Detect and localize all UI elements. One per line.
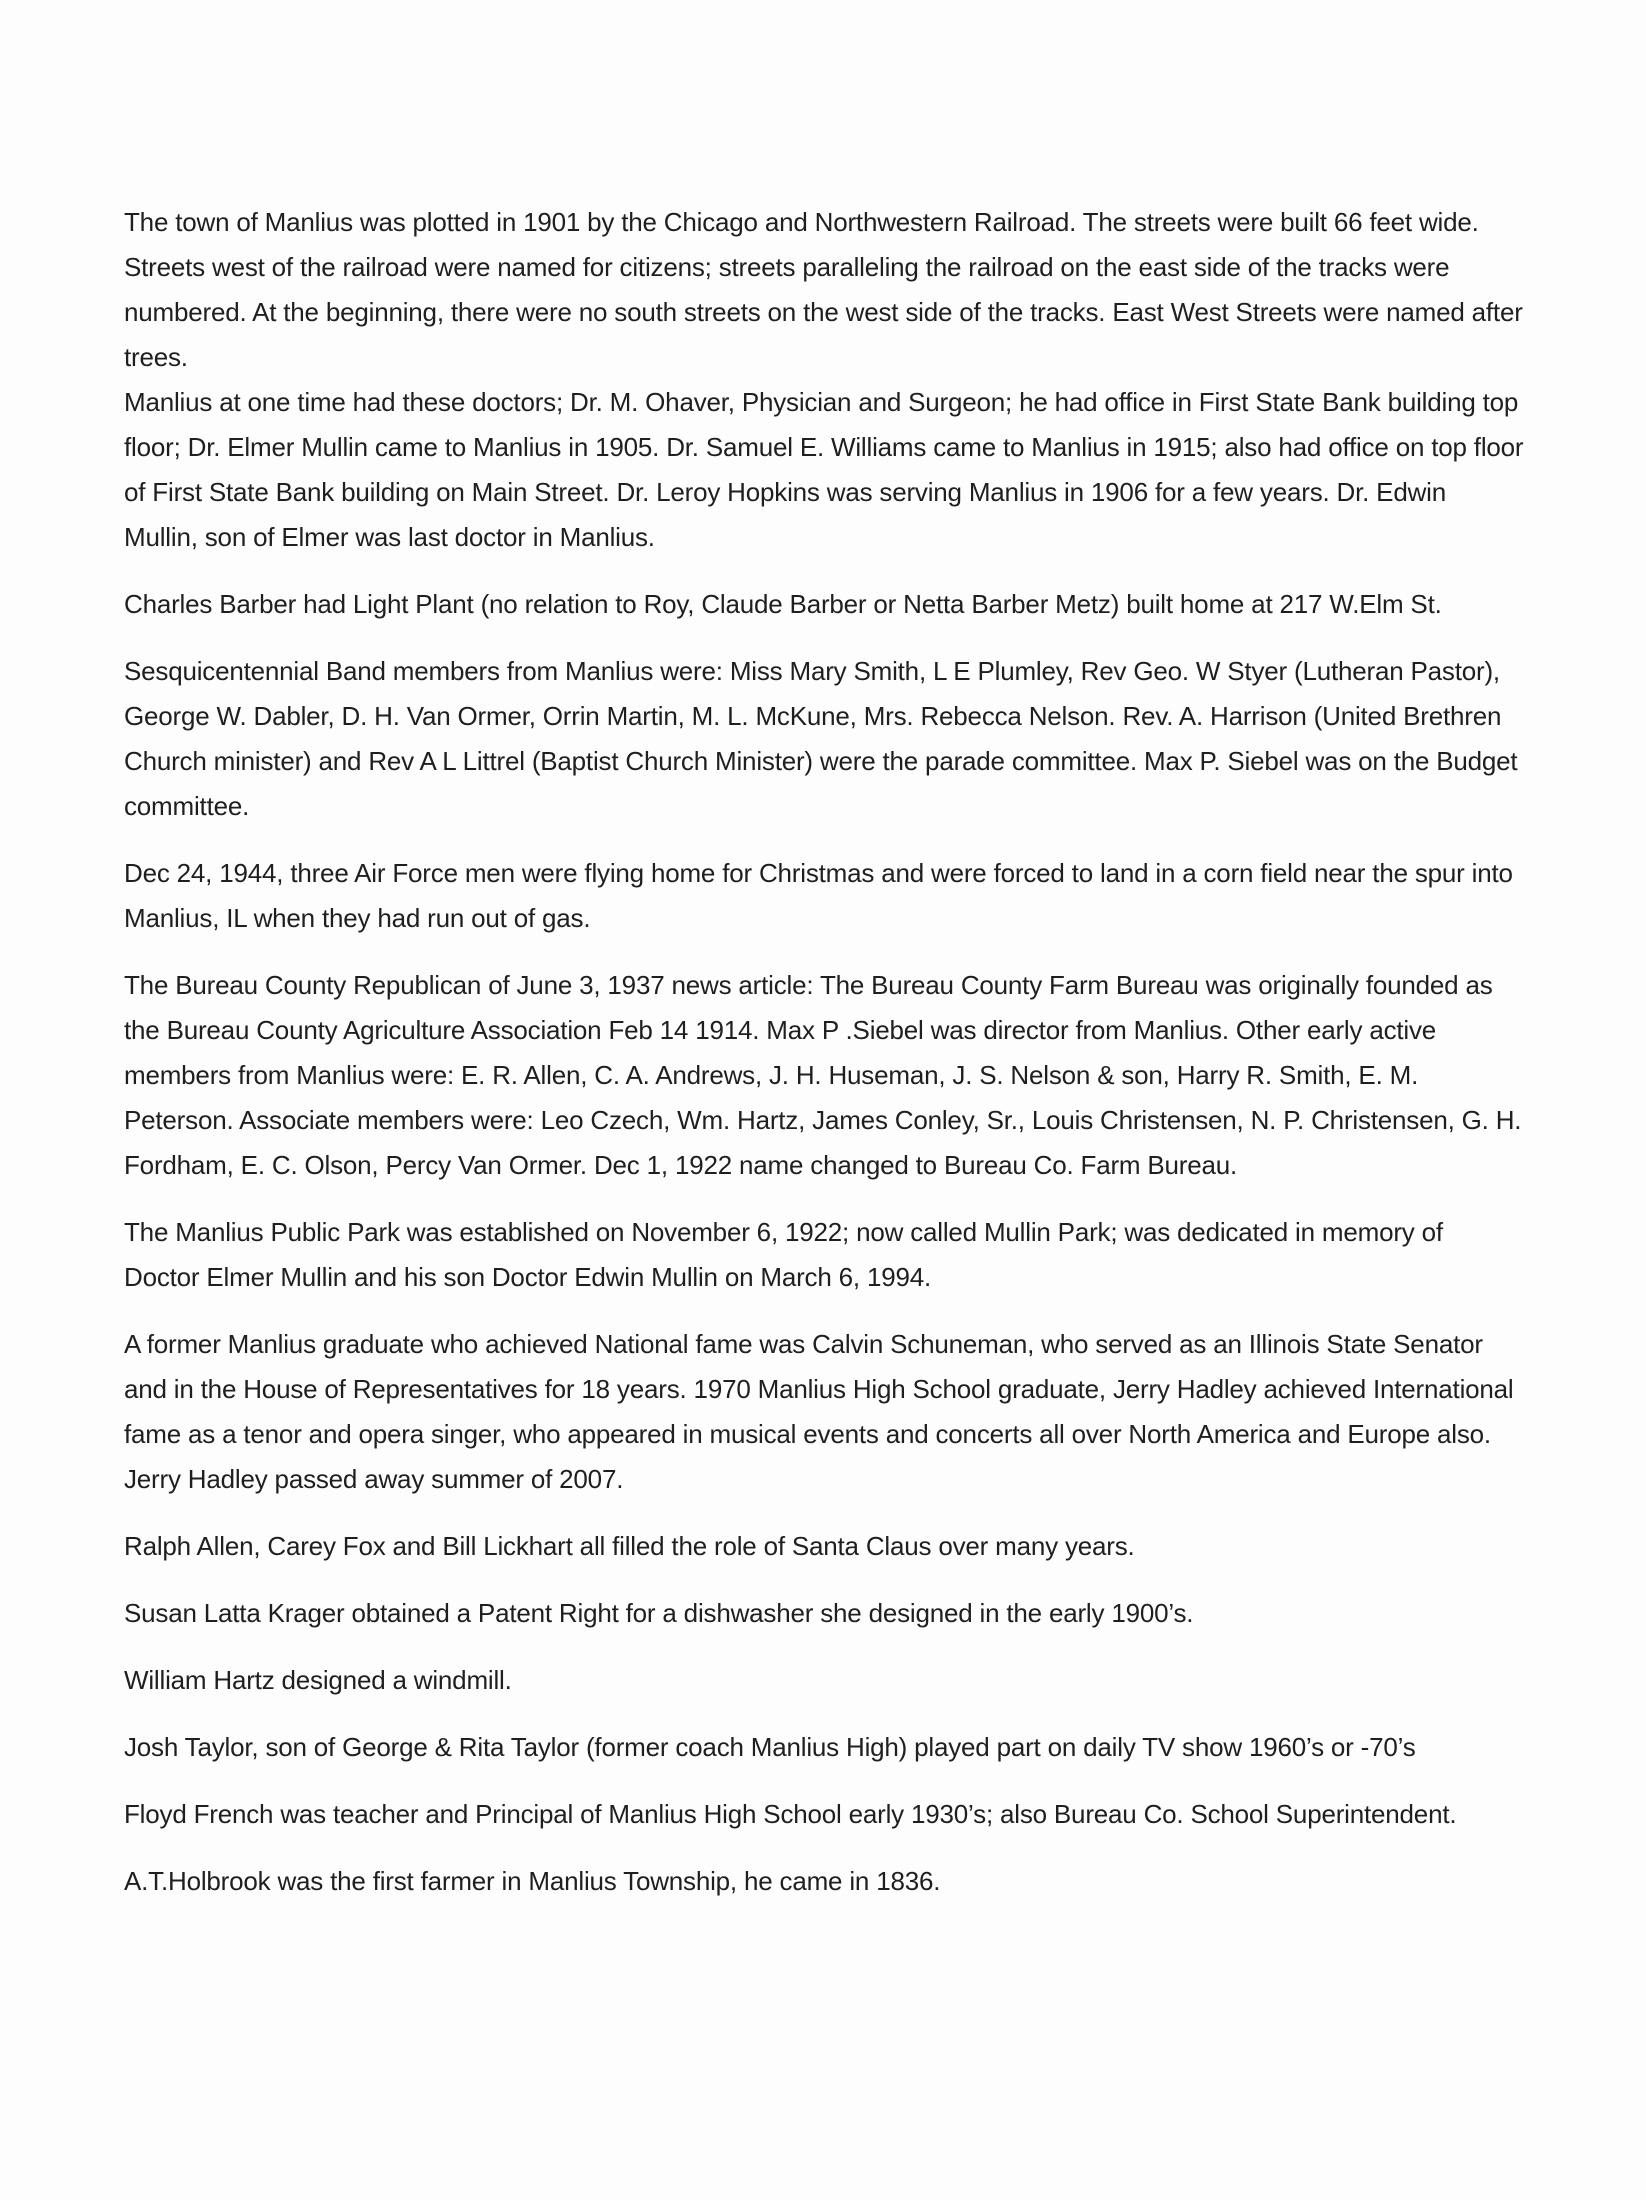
paragraph-doctors: Manlius at one time had these doctors; Dr. M. Ohaver, Physician and Surgeon; he had office in First State Bank building top floor; Dr. Elmer Mullin came to Manlius in 1905. Dr. Samuel E. Williams came to Manlius in 1915; also had office on top floor of First State Bank building on Main Street. Dr. Leroy Hopkins was serving Manlius in 1906 for a few years. Dr. Edwin Mullin, son of Elmer was last doctor in Manlius. <box>124 387 1524 552</box>
paragraph-public-park: The Manlius Public Park was established on November 6, 1922; now called Mullin Park; was dedicated in memory of Doctor Elmer Mullin and his son Doctor Edwin Mullin on March 6, 1994. <box>124 1217 1443 1292</box>
paragraph-dishwasher: Susan Latta Krager obtained a Patent Right for a dishwasher she designed in the early 1900’s. <box>124 1598 1194 1628</box>
paragraph-principal: Floyd French was teacher and Principal of Manlius High School early 1930’s; also Bureau Co. School Superintendent. <box>124 1799 1457 1829</box>
paragraph-light-plant: Charles Barber had Light Plant (no relation to Roy, Claude Barber or Netta Barber Metz) built home at 217 W.Elm St. <box>124 589 1442 619</box>
paragraph-santa-claus: Ralph Allen, Carey Fox and Bill Lickhart all filled the role of Santa Claus over many years. <box>124 1531 1135 1561</box>
document-body <box>124 200 1524 1904</box>
paragraph-national-fame: A former Manlius graduate who achieved National fame was Calvin Schuneman, who served as an Illinois State Senator and in the House of Representatives for 18 years. 1970 Manlius High School graduate, Jerry Hadley achieved International fame as a tenor and opera singer, who appeared in musical events and concerts all over North America and Europe also. Jerry Hadley passed away summer of 2007. <box>124 1329 1514 1494</box>
paragraph-first-farmer: A.T.Holbrook was the first farmer in Manlius Township, he came in 1836. <box>124 1866 941 1896</box>
paragraph-air-force: Dec 24, 1944, three Air Force men were flying home for Christmas and were forced to land in a corn field near the spur into Manlius, IL when they had run out of gas. <box>124 858 1513 933</box>
paragraph-farm-bureau: The Bureau County Republican of June 3, 1937 news article: The Bureau County Farm Bureau was originally founded as the Bureau County Agriculture Association Feb 14 1914. Max P .Siebel was director from Manlius. Other early active members from Manlius were: E. R. Allen, C. A. Andrews, J. H. Huseman, J. S. Nelson & son, Harry R. Smith, E. M. Peterson. Associate members were: Leo Czech, Wm. Hartz, James Conley, Sr., Louis Christensen, N. P. Christensen, G. H. Fordham, E. C. Olson, Percy Van Ormer. Dec 1, 1922 name changed to Bureau Co. Farm Bureau. <box>124 970 1522 1180</box>
paragraph-band-members: Sesquicentennial Band members from Manlius were: Miss Mary Smith, L E Plumley, Rev Geo. W Styer (Lutheran Pastor), George W. Dabler, D. H. Van Ormer, Orrin Martin, M. L. McKune, Mrs. Rebecca Nelson. Rev. A. Harrison (United Brethren Church minister) and Rev A L Littrel (Baptist Church Minister) were the parade committee. Max P. Siebel was on the Budget committee. <box>124 656 1518 821</box>
paragraph-street-naming: The town of Manlius was plotted in 1901 by the Chicago and Northwestern Railroad. The streets were built 66 feet wide. Streets west of the railroad were named for citizens; streets paralleling the railroad on the east side of the tracks were numbered. At the beginning, there were no south streets on the west side of the tracks. East West Streets were named after trees. <box>124 207 1523 372</box>
paragraph-tv-show: Josh Taylor, son of George & Rita Taylor (former coach Manlius High) played part on daily TV show 1960’s or -70’s <box>124 1732 1416 1762</box>
paragraph-windmill: William Hartz designed a windmill. <box>124 1665 512 1695</box>
